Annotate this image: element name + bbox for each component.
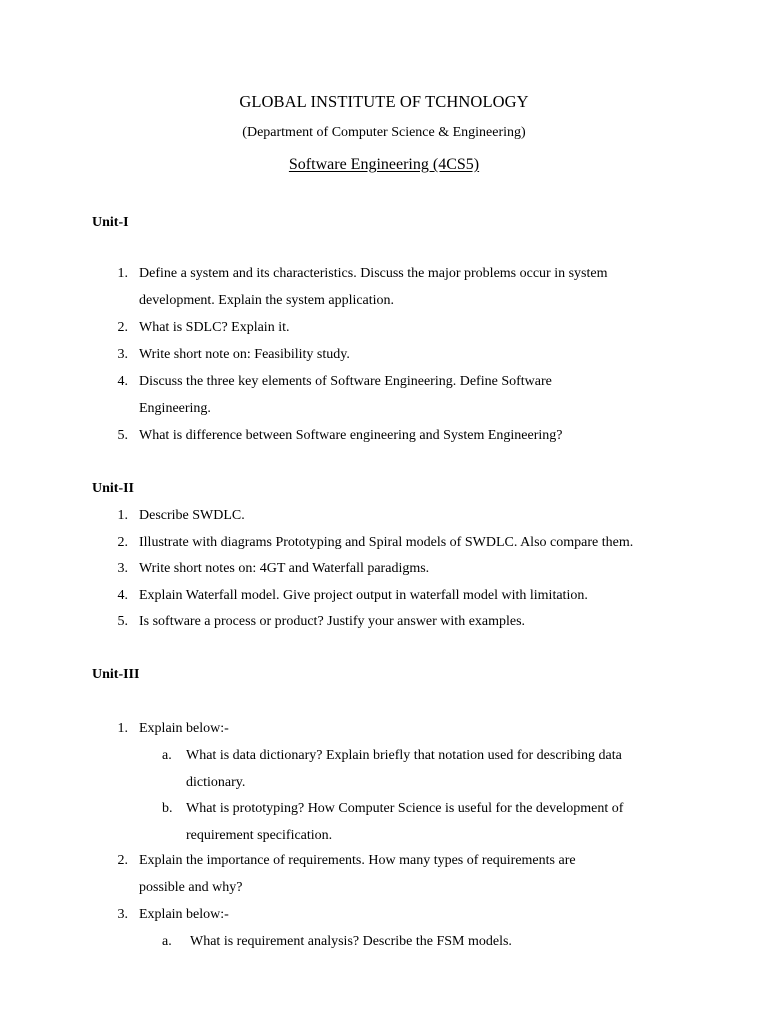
question-number: 1. xyxy=(117,508,128,523)
question-number: 3. xyxy=(117,907,128,922)
question-line: Is software a process or product? Justify your answer with examples. xyxy=(139,614,526,629)
unit-heading: Unit-II xyxy=(92,481,135,496)
question-line: development. Explain the system application. xyxy=(139,293,395,308)
question-number: 2. xyxy=(117,535,128,550)
question-number: 5. xyxy=(117,428,128,443)
question-number: 2. xyxy=(117,853,128,868)
question-line: possible and why? xyxy=(139,880,243,895)
question-number: 5. xyxy=(117,614,128,629)
question-line: Explain Waterfall model. Give project output in waterfall model with limitation. xyxy=(139,588,588,603)
question-line: Write short note on: Feasibility study. xyxy=(139,347,350,362)
question-number: 3. xyxy=(117,561,128,576)
question-line: Engineering. xyxy=(139,401,211,416)
subquestion-letter: b. xyxy=(162,801,173,816)
subquestion-line: requirement specification. xyxy=(186,828,333,843)
question-line: Define a system and its characteristics. Discuss the major problems occur in system xyxy=(139,266,608,281)
department-subtitle: (Department of Computer Science & Engineering) xyxy=(242,125,526,140)
unit-heading: Unit-I xyxy=(92,215,129,230)
unit-heading: Unit-III xyxy=(92,667,140,682)
subquestion-line: What is prototyping? How Computer Science is useful for the development of xyxy=(186,801,624,816)
institute-title: GLOBAL INSTITUTE OF TCHNOLOGY xyxy=(239,92,529,111)
question-number: 1. xyxy=(117,266,128,281)
subquestion-letter: a. xyxy=(162,934,172,949)
question-line: Explain below:- xyxy=(139,907,229,922)
course-title xyxy=(0,156,768,174)
question-line: Explain below:- xyxy=(139,721,229,736)
question-number: 3. xyxy=(117,347,128,362)
subquestion-line: What is data dictionary? Explain briefly that notation used for describing data xyxy=(186,748,622,763)
course-title-text: Software Engineering (4CS5) xyxy=(288,156,480,173)
question-line: Illustrate with diagrams Prototyping and Spiral models of SWDLC. Also compare them. xyxy=(139,535,634,550)
subquestion-line: What is requirement analysis? Describe the FSM models. xyxy=(190,934,512,949)
subquestion-line: dictionary. xyxy=(186,775,246,790)
question-line: What is difference between Software engineering and System Engineering? xyxy=(139,428,563,443)
subquestion-letter: a. xyxy=(162,748,172,763)
question-number: 2. xyxy=(117,320,128,335)
question-number: 1. xyxy=(117,721,128,736)
question-number: 4. xyxy=(117,588,128,603)
question-number: 4. xyxy=(117,374,128,389)
question-line: Write short notes on: 4GT and Waterfall paradigms. xyxy=(139,561,430,576)
question-line: Explain the importance of requirements. How many types of requirements are xyxy=(139,853,576,868)
question-line: What is SDLC? Explain it. xyxy=(139,320,290,335)
question-line: Describe SWDLC. xyxy=(139,508,245,523)
question-line: Discuss the three key elements of Software Engineering. Define Software xyxy=(139,374,552,389)
